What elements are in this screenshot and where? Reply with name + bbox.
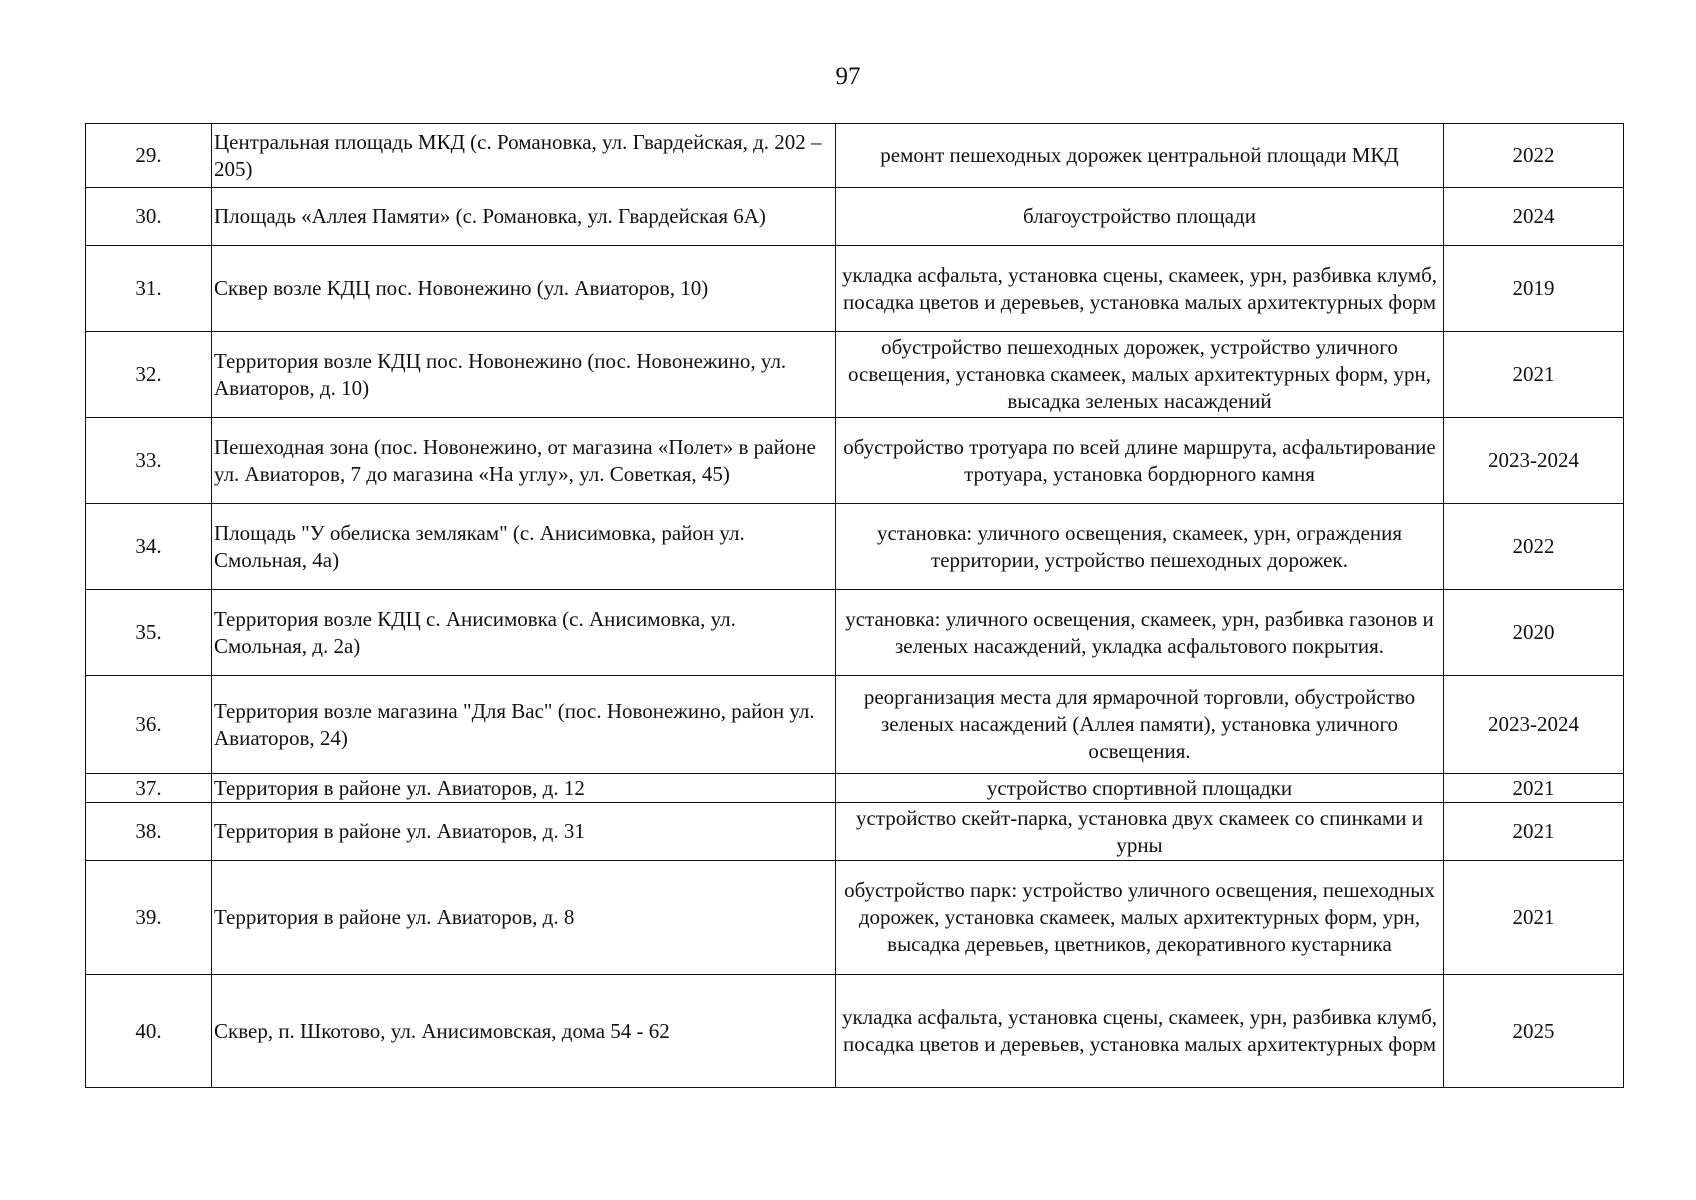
year-cell: 2021 [1444,332,1624,418]
work-cell: устройство скейт-парка, установка двух скамеек со спинками и урны [836,803,1444,861]
row-number: 32. [86,332,212,418]
row-number: 34. [86,504,212,590]
row-number: 40. [86,975,212,1088]
year-cell: 2022 [1444,124,1624,188]
year-cell: 2021 [1444,861,1624,975]
place-cell: Территория в районе ул. Авиаторов, д. 31 [212,803,836,861]
work-cell: обустройство парк: устройство уличного освещения, пешеходных дорожек, установка скамеек, малых архитектурных форм, урн, высадка деревьев, цветников, декоративного кустарника [836,861,1444,975]
place-cell: Сквер, п. Шкотово, ул. Анисимовская, дома 54 - 62 [212,975,836,1088]
table-row [86,504,1624,590]
place-cell: Площадь «Аллея Памяти» (с. Романовка, ул. Гвардейская 6А) [212,188,836,246]
work-cell: ремонт пешеходных дорожек центральной площади МКД [836,124,1444,188]
year-cell: 2021 [1444,774,1624,803]
work-cell: обустройство пешеходных дорожек, устройство уличного освещения, установка скамеек, малых архитектурных форм, урн, высадка зеленых насаждений [836,332,1444,418]
place-cell: Сквер возле КДЦ пос. Новонежино (ул. Авиаторов, 10) [212,246,836,332]
row-number: 35. [86,590,212,676]
row-number: 39. [86,861,212,975]
work-cell: укладка асфальта, установка сцены, скамеек, урн, разбивка клумб, посадка цветов и деревьев, установка малых архитектурных форм [836,975,1444,1088]
place-cell: Территория возле КДЦ пос. Новонежино (пос. Новонежино, ул. Авиаторов, д. 10) [212,332,836,418]
table-row [86,975,1624,1088]
place-cell: Территория в районе ул. Авиаторов, д. 8 [212,861,836,975]
work-cell: обустройство тротуара по всей длине маршрута, асфальтирование тротуара, установка бордюрного камня [836,418,1444,504]
year-cell: 2023-2024 [1444,676,1624,774]
year-cell: 2025 [1444,975,1624,1088]
year-cell: 2020 [1444,590,1624,676]
table-row [86,861,1624,975]
work-cell: устройство спортивной площадки [836,774,1444,803]
row-number: 38. [86,803,212,861]
place-cell: Площадь "У обелиска землякам" (с. Анисимовка, район ул. Смольная, 4а) [212,504,836,590]
row-number: 37. [86,774,212,803]
work-cell: укладка асфальта, установка сцены, скамеек, урн, разбивка клумб, посадка цветов и деревьев, установка малых архитектурных форм [836,246,1444,332]
row-number: 31. [86,246,212,332]
row-number: 29. [86,124,212,188]
year-cell: 2024 [1444,188,1624,246]
row-number: 33. [86,418,212,504]
place-cell: Территория возле КДЦ с. Анисимовка (с. Анисимовка, ул. Смольная, д. 2а) [212,590,836,676]
table-row [86,803,1624,861]
table-row [86,188,1624,246]
work-cell: реорганизация места для ярмарочной торговли, обустройство зеленых насаждений (Аллея памяти), установка уличного освещения. [836,676,1444,774]
year-cell: 2019 [1444,246,1624,332]
improvement-table [85,123,1624,1088]
table-row [86,124,1624,188]
place-cell: Территория возле магазина "Для Вас" (пос. Новонежино, район ул. Авиаторов, 24) [212,676,836,774]
year-cell: 2023-2024 [1444,418,1624,504]
work-cell: благоустройство площади [836,188,1444,246]
work-cell: установка: уличного освещения, скамеек, урн, разбивка газонов и зеленых насаждений, укладка асфальтового покрытия. [836,590,1444,676]
place-cell: Пешеходная зона (пос. Новонежино, от магазина «Полет» в районе ул. Авиаторов, 7 до магазина «На углу», ул. Советкая, 45) [212,418,836,504]
table-row [86,590,1624,676]
row-number: 30. [86,188,212,246]
table-row [86,676,1624,774]
table-row [86,246,1624,332]
year-cell: 2022 [1444,504,1624,590]
place-cell: Территория в районе ул. Авиаторов, д. 12 [212,774,836,803]
page-number: 97 [835,63,861,90]
place-cell: Центральная площадь МКД (с. Романовка, ул. Гвардейская, д. 202 – 205) [212,124,836,188]
table-row [86,332,1624,418]
year-cell: 2021 [1444,803,1624,861]
work-cell: установка: уличного освещения, скамеек, урн, ограждения территории, устройство пешеходных дорожек. [836,504,1444,590]
table-row [86,774,1624,803]
row-number: 36. [86,676,212,774]
table-row [86,418,1624,504]
